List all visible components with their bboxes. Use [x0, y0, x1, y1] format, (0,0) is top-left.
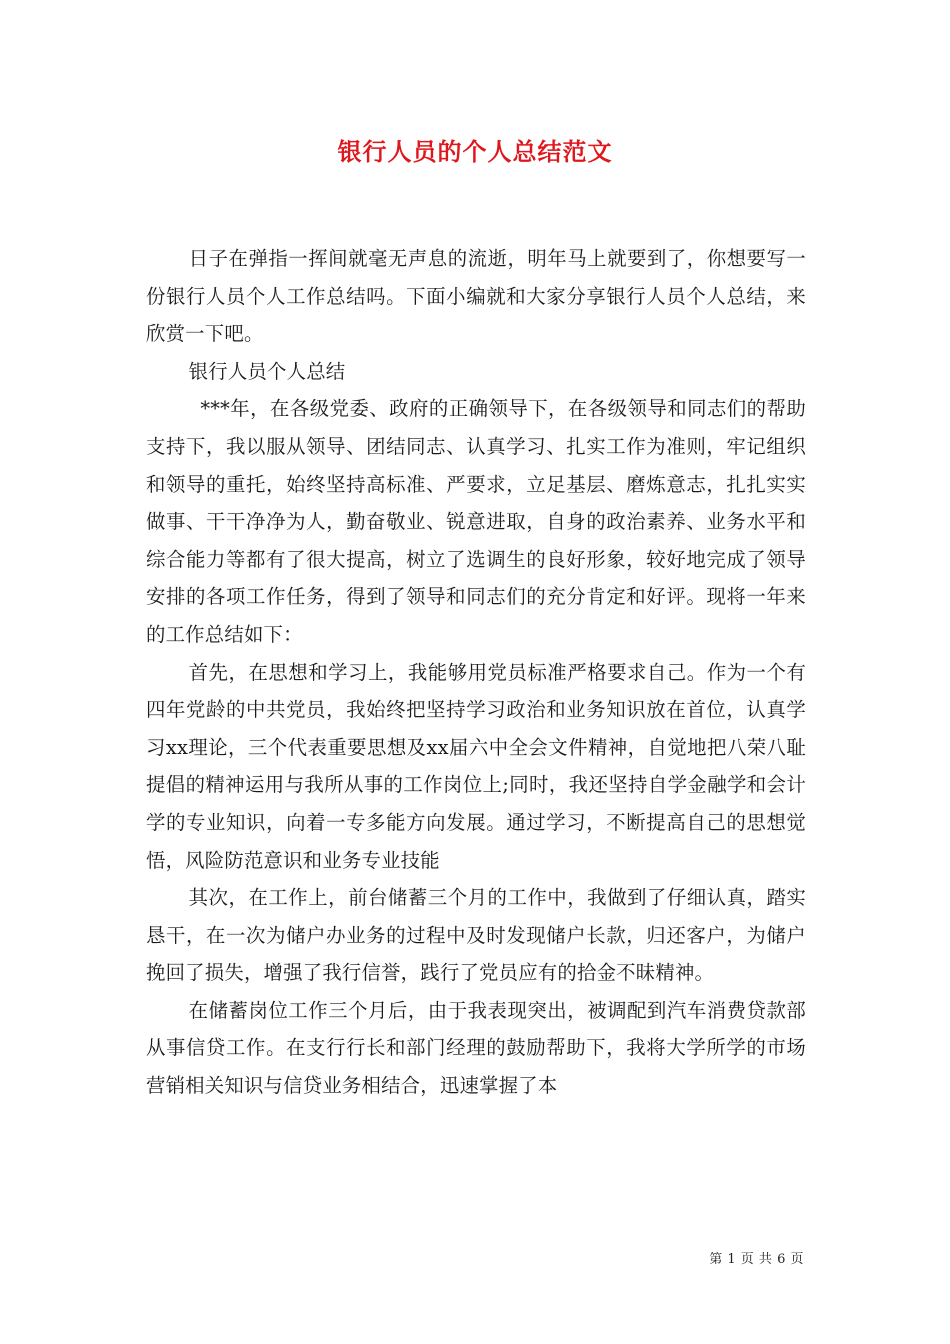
- body-paragraph: 首先，在思想和学习上，我能够用党员标准严格要求自己。作为一个有四年党龄的中共党员，我始终把坚持学习政治和业务知识放在首位，认真学习xx理论，三个代表重要思想及xx届六中全会文件精神，自觉地把八荣八耻提倡的精神运用与我所从事的工作岗位上;同时，我还坚持自学金融学和会计学的专业知识，向着一专多能方向发展。通过学习，不断提高自己的思想觉悟，风险防范意识和业务专业技能: [146, 660, 806, 872]
- document-title: 银行人员的个人总结范文: [337, 137, 613, 166]
- footer-suffix: 页: [790, 1252, 804, 1267]
- current-page-number: 1: [727, 1252, 737, 1267]
- footer-prefix: 第: [709, 1252, 723, 1267]
- footer-middle: 页 共: [740, 1252, 773, 1267]
- document-body: [146, 240, 806, 1105]
- section-heading: 银行人员个人总结: [188, 359, 346, 383]
- body-paragraph: 在储蓄岗位工作三个月后，由于我表现突出，被调配到汽车消费贷款部从事信贷工作。在支行行长和部门经理的鼓励帮助下，我将大学所学的市场营销相关知识与信贷业务相结合，迅速掌握了本: [146, 998, 806, 1098]
- total-pages-number: 6: [777, 1252, 786, 1267]
- body-paragraph: 其次，在工作上，前台储蓄三个月的工作中，我做到了仔细认真，踏实恳干，在一次为储户办业务的过程中及时发现储户长款，归还客户，为储户挽回了损失，增强了我行信誉，践行了党员应有的拾金不昧精神。: [146, 886, 806, 985]
- body-paragraph: ***年，在各级党委、政府的正确领导下，在各级领导和同志们的帮助支持下，我以服从领导、团结同志、认真学习、扎实工作为准则，牢记组织和领导的重托，始终坚持高标准、严要求，立足基层、磨炼意志，扎扎实实做事、干干净净为人，勤奋敬业、锐意进取，自身的政治素养、业务水平和综合能力等都有了很大提高，树立了选调生的良好形象，较好地完成了领导安排的各项工作任务，得到了领导和同志们的充分肯定和好评。现将一年来的工作总结如下：: [146, 397, 806, 646]
- page-footer: [709, 1248, 804, 1267]
- intro-paragraph: 日子在弹指一挥间就毫无声息的流逝，明年马上就要到了，你想要写一份银行人员个人工作总结吗。下面小编就和大家分享银行人员个人总结，来欣赏一下吧。: [146, 247, 806, 346]
